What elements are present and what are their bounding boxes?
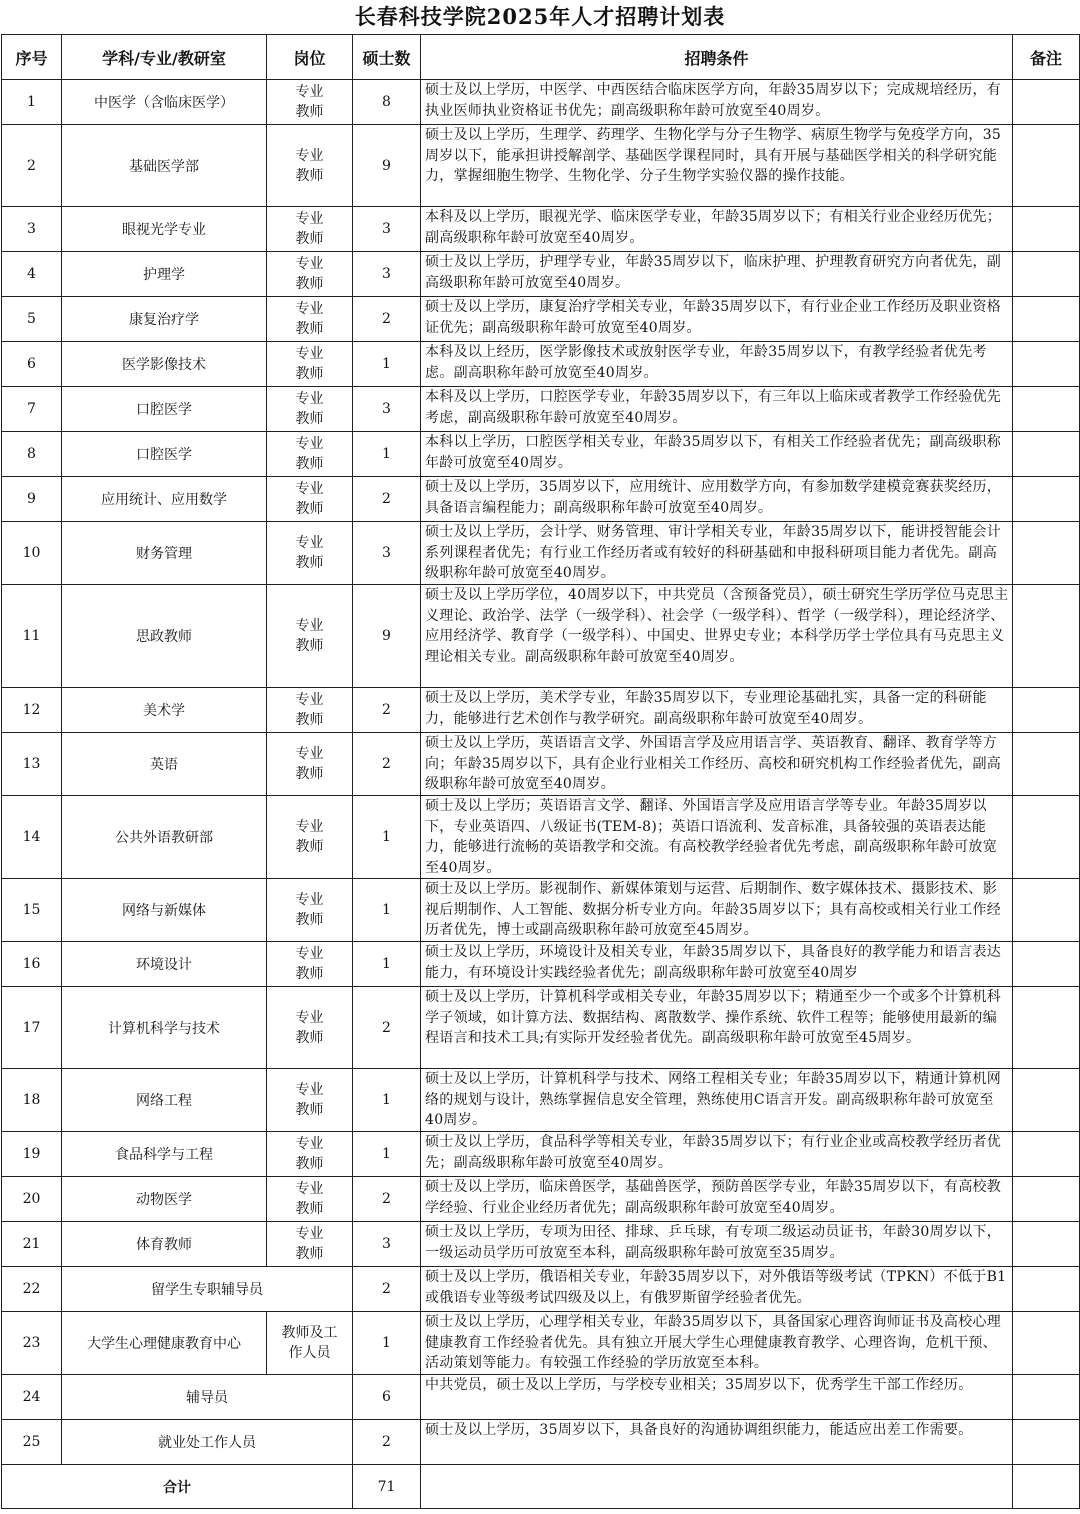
table-row	[2, 207, 1080, 252]
row-remarks	[1013, 1375, 1080, 1420]
row-remarks	[1013, 125, 1080, 207]
row-subject: 计算机科学与技术	[62, 987, 267, 1069]
row-subject: 护理学	[62, 252, 267, 297]
row-position: 专业 教师	[267, 987, 353, 1069]
row-seq: 15	[2, 879, 62, 942]
row-remarks	[1013, 1132, 1080, 1177]
row-seq: 13	[2, 733, 62, 796]
total-row	[2, 1465, 1080, 1509]
row-count: 2	[353, 688, 421, 733]
row-remarks	[1013, 297, 1080, 342]
row-subject: 体育教师	[62, 1222, 267, 1267]
recruitment-table	[1, 34, 1080, 1509]
header-remarks: 备注	[1013, 35, 1080, 80]
row-remarks	[1013, 585, 1080, 688]
table-row	[2, 879, 1080, 942]
row-seq: 11	[2, 585, 62, 688]
table-row	[2, 688, 1080, 733]
row-seq: 3	[2, 207, 62, 252]
row-count: 9	[353, 125, 421, 207]
row-seq: 5	[2, 297, 62, 342]
row-conditions: 硕士及以上学历，美术学专业，年龄35周岁以下，专业理论基础扎实，具备一定的科研能力，能够进行艺术创作与教学研究。副高级职称年龄可放宽至40周岁。	[421, 688, 1013, 733]
row-conditions: 硕士及以上学历，俄语相关专业，年龄35周岁以下，对外俄语等级考试（TPKN）不低于B1或俄语专业等级考试四级及以上，有俄罗斯留学经验者优先。	[421, 1267, 1013, 1312]
row-count: 1	[353, 879, 421, 942]
header-count: 硕士数	[353, 35, 421, 80]
row-count: 1	[353, 796, 421, 879]
row-position: 专业 教师	[267, 387, 353, 432]
table-row	[2, 1177, 1080, 1222]
row-remarks	[1013, 688, 1080, 733]
row-count: 3	[353, 1222, 421, 1267]
row-remarks	[1013, 522, 1080, 585]
row-position: 专业 教师	[267, 1069, 353, 1132]
row-count: 3	[353, 522, 421, 585]
row-count: 6	[353, 1375, 421, 1420]
row-count: 2	[353, 1267, 421, 1312]
row-count: 8	[353, 80, 421, 125]
total-conditions	[421, 1465, 1013, 1509]
row-subject: 医学影像技术	[62, 342, 267, 387]
row-remarks	[1013, 796, 1080, 879]
row-count: 2	[353, 1177, 421, 1222]
row-conditions: 硕士及以上学历学位，40周岁以下，中共党员（含预备党员），硕士研究生学历学位马克思主义理论、政治学、法学（一级学科）、社会学（一级学科）、哲学（一级学科），理论经济学、应用经济学、教育学（一级学科）、中国史、世界史专业；本科学历学士学位具有马克思主义理论相关专业。副高级职称年龄可放宽至40周岁。	[421, 585, 1013, 688]
row-count: 1	[353, 1312, 421, 1375]
row-count: 2	[353, 1420, 421, 1465]
table-row	[2, 987, 1080, 1069]
row-seq: 9	[2, 477, 62, 522]
row-remarks	[1013, 1312, 1080, 1375]
row-count: 1	[353, 1132, 421, 1177]
table-row	[2, 522, 1080, 585]
table-row	[2, 342, 1080, 387]
row-conditions: 硕士及以上学历，专项为田径、排球、乒乓球，有专项二级运动员证书，年龄30周岁以下，一级运动员学历可放宽至本科，副高级职称年龄可放宽至35周岁。	[421, 1222, 1013, 1267]
row-count: 2	[353, 477, 421, 522]
table-row	[2, 432, 1080, 477]
row-seq: 2	[2, 125, 62, 207]
row-conditions: 硕士及以上学历，临床兽医学，基础兽医学，预防兽医学专业，年龄35周岁以下，有高校教学经验、行业企业经历者优先；副高级职称年龄可放宽至40周岁。	[421, 1177, 1013, 1222]
row-conditions: 硕士及以上学历，护理学专业，年龄35周岁以下，临床护理、护理教育研究方向者优先，副高级职称年龄可放宽至40周岁。	[421, 252, 1013, 297]
table-row	[2, 1222, 1080, 1267]
row-remarks	[1013, 879, 1080, 942]
row-subject: 食品科学与工程	[62, 1132, 267, 1177]
table-row	[2, 1375, 1080, 1420]
row-position: 专业 教师	[267, 1177, 353, 1222]
table-row	[2, 942, 1080, 987]
row-remarks	[1013, 987, 1080, 1069]
row-remarks	[1013, 207, 1080, 252]
row-count: 2	[353, 297, 421, 342]
row-position: 专业 教师	[267, 125, 353, 207]
row-seq: 22	[2, 1267, 62, 1312]
row-seq: 14	[2, 796, 62, 879]
row-position: 专业 教师	[267, 522, 353, 585]
row-position: 专业 教师	[267, 1222, 353, 1267]
row-seq: 8	[2, 432, 62, 477]
row-count: 1	[353, 432, 421, 477]
table-row	[2, 125, 1080, 207]
row-subject: 英语	[62, 733, 267, 796]
row-conditions: 硕士及以上学历，食品科学等相关专业，年龄35周岁以下；有行业企业或高校教学经历者优先；副高级职称年龄可放宽至40周岁。	[421, 1132, 1013, 1177]
row-position: 专业 教师	[267, 252, 353, 297]
row-position: 专业 教师	[267, 297, 353, 342]
row-subject: 应用统计、应用数学	[62, 477, 267, 522]
header-subject: 学科/专业/教研室	[62, 35, 267, 80]
row-remarks	[1013, 432, 1080, 477]
row-seq: 1	[2, 80, 62, 125]
row-seq: 21	[2, 1222, 62, 1267]
row-subject: 财务管理	[62, 522, 267, 585]
row-conditions: 硕士及以上学历，会计学、财务管理、审计学相关专业，年龄35周岁以下，能讲授智能会计系列课程者优先；有行业工作经历者或有较好的科研基础和申报科研项目能力者优先。副高级职称年龄可放宽至40周岁。	[421, 522, 1013, 585]
table-row	[2, 733, 1080, 796]
row-seq: 24	[2, 1375, 62, 1420]
row-remarks	[1013, 477, 1080, 522]
row-subject: 思政教师	[62, 585, 267, 688]
row-count: 1	[353, 342, 421, 387]
table-row	[2, 80, 1080, 125]
row-seq: 16	[2, 942, 62, 987]
row-remarks	[1013, 342, 1080, 387]
row-count: 9	[353, 585, 421, 688]
row-subject: 环境设计	[62, 942, 267, 987]
table-row	[2, 297, 1080, 342]
row-seq: 18	[2, 1069, 62, 1132]
row-remarks	[1013, 1069, 1080, 1132]
row-count: 1	[353, 1069, 421, 1132]
row-seq: 4	[2, 252, 62, 297]
row-conditions: 硕士及以上学历，35周岁以下，具备良好的沟通协调组织能力，能适应出差工作需要。	[421, 1420, 1013, 1465]
total-label: 合计	[2, 1465, 353, 1509]
row-count: 3	[353, 387, 421, 432]
row-position: 专业 教师	[267, 688, 353, 733]
row-subject: 大学生心理健康教育中心	[62, 1312, 267, 1375]
row-conditions: 硕士及以上学历。影视制作、新媒体策划与运营、后期制作、数字媒体技术、摄影技术、影视后期制作、人工智能、数据分析专业方向。年龄35周岁以下；具有高校或相关行业工作经历者优先，博士或副高级职称年龄可放宽至45周岁。	[421, 879, 1013, 942]
row-remarks	[1013, 1222, 1080, 1267]
row-subject: 辅导员	[62, 1375, 353, 1420]
row-position: 专业 教师	[267, 207, 353, 252]
row-subject: 网络工程	[62, 1069, 267, 1132]
row-remarks	[1013, 80, 1080, 125]
row-position: 教师及工 作人员	[267, 1312, 353, 1375]
row-remarks	[1013, 252, 1080, 297]
row-seq: 25	[2, 1420, 62, 1465]
table-row	[2, 1420, 1080, 1465]
row-seq: 23	[2, 1312, 62, 1375]
row-seq: 6	[2, 342, 62, 387]
row-count: 1	[353, 942, 421, 987]
page-title: 长春科技学院2025年人才招聘计划表	[354, 4, 726, 29]
row-seq: 19	[2, 1132, 62, 1177]
row-conditions: 本科及以上学历，眼视光学、临床医学专业，年龄35周岁以下；有相关行业企业经历优先；副高级职称年龄可放宽至40周岁。	[421, 207, 1013, 252]
table-row	[2, 477, 1080, 522]
header-row	[2, 35, 1080, 80]
row-conditions: 硕士及以上学历；英语语言文学、翻译、外国语言学及应用语言学等专业。年龄35周岁以下，专业英语四、八级证书(TEM-8)；英语口语流利、发音标准，具备较强的英语表达能力，能够进行流畅的英语教学和交流。有高校教学经验者优先考虑，副高级职称年龄可放宽至40周岁。	[421, 796, 1013, 879]
row-subject: 口腔医学	[62, 387, 267, 432]
table-row	[2, 1267, 1080, 1312]
row-count: 3	[353, 252, 421, 297]
row-subject: 美术学	[62, 688, 267, 733]
row-position: 专业 教师	[267, 733, 353, 796]
row-subject: 就业处工作人员	[62, 1420, 353, 1465]
row-position: 专业 教师	[267, 879, 353, 942]
row-count: 2	[353, 987, 421, 1069]
row-subject: 网络与新媒体	[62, 879, 267, 942]
row-conditions: 本科及以上经历，医学影像技术或放射医学专业，年龄35周岁以下，有教学经验者优先考虑。副高职称年龄可放宽至40周岁。	[421, 342, 1013, 387]
row-remarks	[1013, 942, 1080, 987]
row-seq: 10	[2, 522, 62, 585]
row-remarks	[1013, 1177, 1080, 1222]
row-position: 专业 教师	[267, 1132, 353, 1177]
row-subject: 留学生专职辅导员	[62, 1267, 353, 1312]
table-row	[2, 252, 1080, 297]
row-remarks	[1013, 1267, 1080, 1312]
row-position: 专业 教师	[267, 342, 353, 387]
row-remarks	[1013, 733, 1080, 796]
row-conditions: 本科以上学历，口腔医学相关专业，年龄35周岁以下，有相关工作经验者优先；副高级职称年龄可放宽至40周岁。	[421, 432, 1013, 477]
table-row	[2, 1312, 1080, 1375]
table-row	[2, 585, 1080, 688]
row-conditions: 硕士及以上学历，英语语言文学、外国语言学及应用语言学、英语教育、翻译、教育学等方向；年龄35周岁以下，具有企业行业相关工作经历、高校和研究机构工作经验者优先，副高级职称年龄可放宽至40周岁。	[421, 733, 1013, 796]
row-seq: 20	[2, 1177, 62, 1222]
row-conditions: 中共党员，硕士及以上学历，与学校专业相关；35周岁以下，优秀学生干部工作经历。	[421, 1375, 1013, 1420]
row-subject: 康复治疗学	[62, 297, 267, 342]
row-position: 专业 教师	[267, 585, 353, 688]
table-row	[2, 1069, 1080, 1132]
row-seq: 17	[2, 987, 62, 1069]
row-subject: 口腔医学	[62, 432, 267, 477]
row-position: 专业 教师	[267, 942, 353, 987]
total-count: 71	[353, 1465, 421, 1509]
row-remarks	[1013, 387, 1080, 432]
row-subject: 基础医学部	[62, 125, 267, 207]
row-count: 2	[353, 733, 421, 796]
row-conditions: 硕士及以上学历，生理学、药理学、生物化学与分子生物学、病原生物学与免疫学方向，35周岁以下，能承担讲授解剖学、基础医学课程同时，具有开展与基础医学相关的科学研究能力，掌握细胞生物学、生物化学、分子生物学实验仪器的操作技能。	[421, 125, 1013, 207]
row-subject: 动物医学	[62, 1177, 267, 1222]
row-count: 3	[353, 207, 421, 252]
table-row	[2, 387, 1080, 432]
row-seq: 12	[2, 688, 62, 733]
row-conditions: 硕士及以上学历，心理学相关专业，年龄35周岁以下，具备国家心理咨询师证书及高校心理健康教育工作经验者优先。具有独立开展大学生心理健康教育教学、心理咨询，危机干预、活动策划等能力。有较强工作经验的学历放宽至本科。	[421, 1312, 1013, 1375]
row-conditions: 硕士及以上学历，康复治疗学相关专业，年龄35周岁以下，有行业企业工作经历及职业资格证优先；副高级职称年龄可放宽至40周岁。	[421, 297, 1013, 342]
row-position: 专业 教师	[267, 80, 353, 125]
row-conditions: 硕士及以上学历，计算机科学或相关专业，年龄35周岁以下；精通至少一个或多个计算机科学子领域，如计算方法、数据结构、离散数学、操作系统、软件工程等；能够使用最新的编程语言和技术工具;有实际开发经验者优先。副高级职称年龄可放宽至45周岁。	[421, 987, 1013, 1069]
total-remarks	[1013, 1465, 1080, 1509]
header-position: 岗位	[267, 35, 353, 80]
row-subject: 中医学（含临床医学）	[62, 80, 267, 125]
row-position: 专业 教师	[267, 477, 353, 522]
header-conditions: 招聘条件	[421, 35, 1013, 80]
table-row	[2, 1132, 1080, 1177]
row-subject: 公共外语教研部	[62, 796, 267, 879]
header-seq: 序号	[2, 35, 62, 80]
table-row	[2, 796, 1080, 879]
row-conditions: 本科及以上学历，口腔医学专业，年龄35周岁以下，有三年以上临床或者教学工作经验优先考虑，副高级职称年龄可放宽至40周岁。	[421, 387, 1013, 432]
row-remarks	[1013, 1420, 1080, 1465]
row-conditions: 硕士及以上学历，35周岁以下，应用统计、应用数学方向，有参加数学建模竞赛获奖经历，具备语言编程能力；副高级职称年龄可放宽至40周岁。	[421, 477, 1013, 522]
row-conditions: 硕士及以上学历，计算机科学与技术、网络工程相关专业；年龄35周岁以下，精通计算机网络的规划与设计，熟练掌握信息安全管理，熟练使用C语言开发。副高级职称年龄可放宽至40周岁。	[421, 1069, 1013, 1132]
row-seq: 7	[2, 387, 62, 432]
row-subject: 眼视光学专业	[62, 207, 267, 252]
row-conditions: 硕士及以上学历，中医学、中西医结合临床医学方向，年龄35周岁以下；完成规培经历，有执业医师执业资格证书优先；副高级职称年龄可放宽至40周岁。	[421, 80, 1013, 125]
row-position: 专业 教师	[267, 796, 353, 879]
row-position: 专业 教师	[267, 432, 353, 477]
row-conditions: 硕士及以上学历，环境设计及相关专业，年龄35周岁以下，具备良好的教学能力和语言表达能力，有环境设计实践经验者优先；副高级职称年龄可放宽至40周岁	[421, 942, 1013, 987]
